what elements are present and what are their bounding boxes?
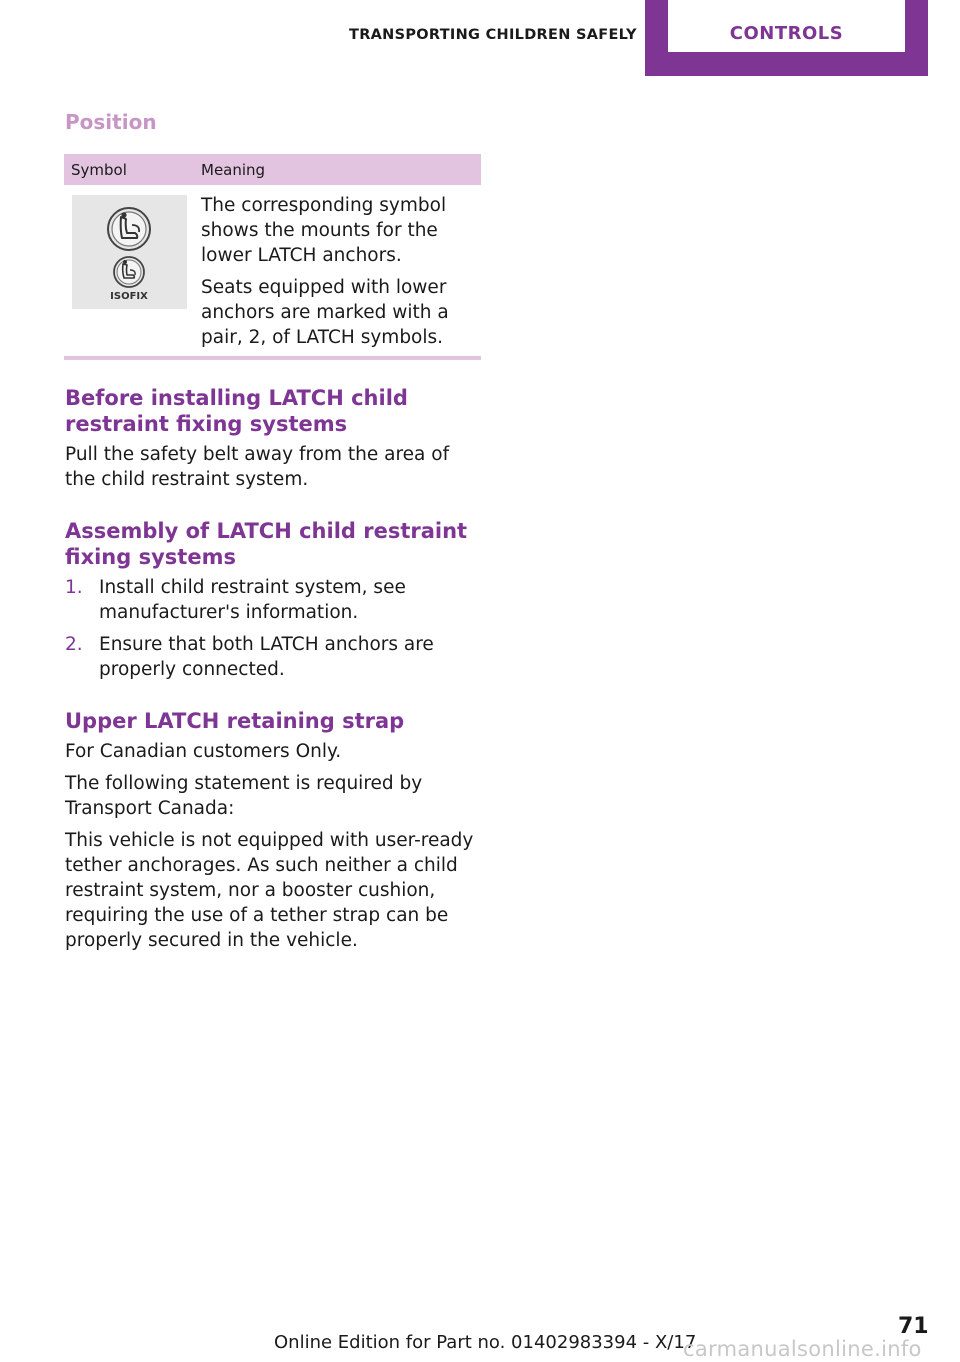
column-header-meaning: Meaning (201, 161, 266, 179)
list-item (65, 632, 481, 682)
list-item (65, 575, 481, 625)
step-text: Ensure that both LATCH anchors are properly connected. (99, 634, 434, 680)
meaning-cell (201, 193, 476, 357)
isofix-label: ISOFIX (110, 291, 148, 302)
running-header-section: TRANSPORTING CHILDREN SAFELY (349, 27, 637, 43)
meaning-paragraph-1: The corresponding symbol shows the mounts for the lower LATCH anchors. (201, 195, 447, 266)
before-installing-heading: Before installing LATCH child restraint fixing systems (65, 386, 408, 436)
before-installing-text: Pull the safety belt away from the area of the child restraint system. (65, 444, 450, 490)
assembly-heading: Assembly of LATCH child restraint fixing systems (65, 519, 468, 569)
chapter-tab (645, 0, 928, 76)
symbol-image (72, 195, 187, 309)
upper-latch-paragraph-1: For Canadian customers Only. (65, 741, 342, 762)
assembly-steps (65, 575, 481, 682)
upper-latch-section (65, 708, 481, 953)
column-header-symbol: Symbol (71, 161, 127, 179)
assembly-section (65, 518, 481, 689)
step-text: Install child restraint system, see manufacturer's information. (99, 577, 406, 623)
upper-latch-paragraph-2: The following statement is required by Transport Canada: (65, 773, 423, 819)
table-bottom-rule (64, 356, 481, 360)
symbol-table (64, 154, 481, 356)
child-seat-anchor-icon (72, 195, 187, 309)
upper-latch-paragraph-3: This vehicle is not equipped with user-ready tether anchorages. As such neither a child restraint system, nor a booster cushion, requiring the use of a tether strap can be properly secured in the vehicle. (65, 830, 474, 951)
chapter-tab-label: CONTROLS (729, 23, 844, 44)
chapter-tab-inner (668, 0, 905, 52)
watermark: carmanualsonline.info (683, 1337, 922, 1361)
before-installing-section (65, 385, 481, 492)
table-row (64, 185, 481, 356)
step-number: 1. (65, 577, 83, 598)
upper-latch-heading: Upper LATCH retaining strap (65, 709, 405, 733)
table-header (64, 154, 481, 185)
position-heading: Position (65, 110, 157, 134)
step-number: 2. (65, 634, 83, 655)
page-number: 71 (898, 1314, 929, 1339)
meaning-paragraph-2: Seats equipped with lower anchors are marked with a pair, 2, of LATCH symbols. (201, 277, 449, 348)
footer-edition: Online Edition for Part no. 01402983394 - X/17 (274, 1332, 697, 1353)
